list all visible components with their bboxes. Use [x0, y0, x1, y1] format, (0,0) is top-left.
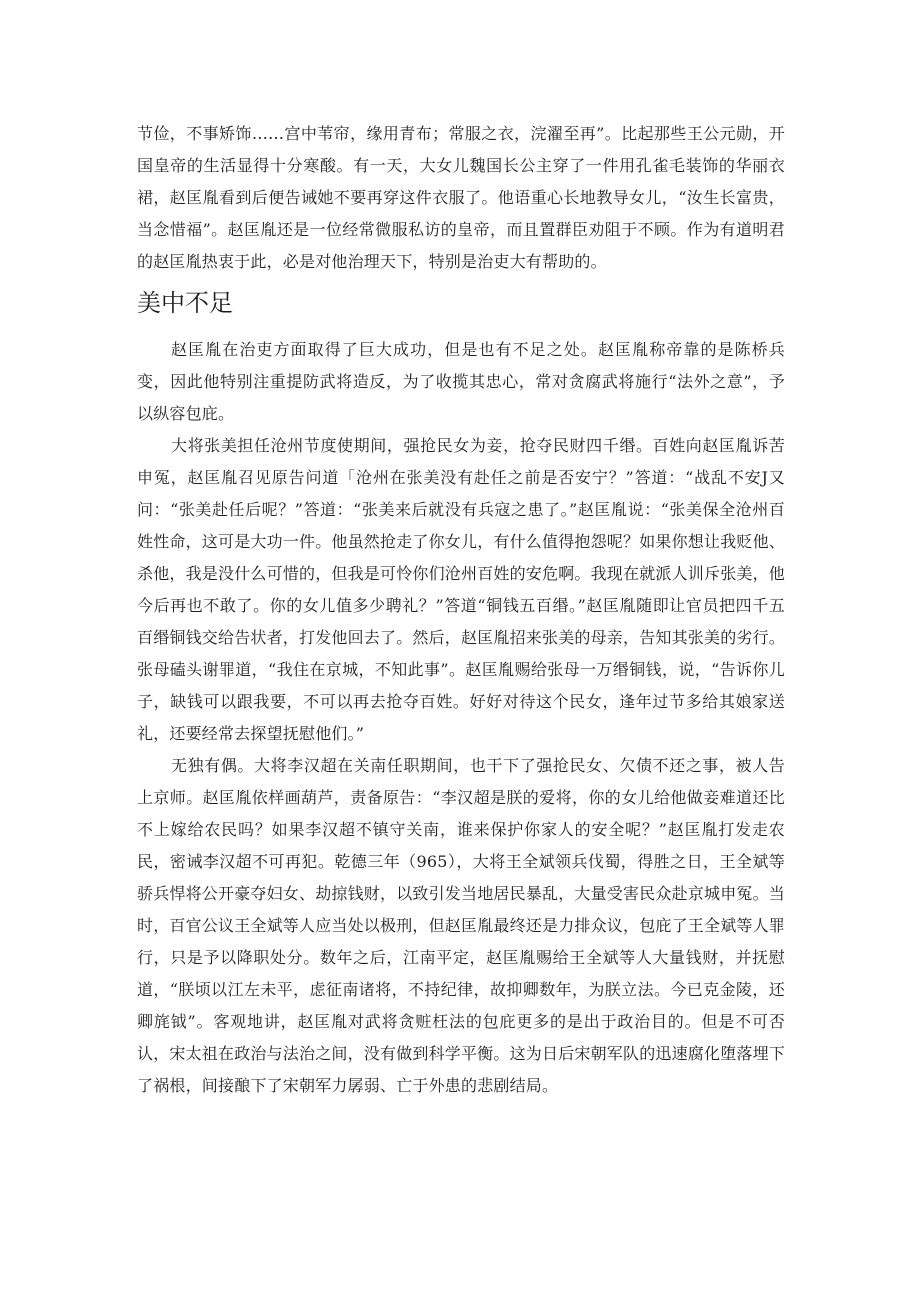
section-heading: 美中不足: [137, 289, 233, 317]
intro-paragraph: 节俭，不事矫饰……宫中苇帘，缘用青布；常服之衣，浣濯至再”。比起那些王公元勋，开国皇帝的生活显得十分寒酸。有一天，大女儿魏国长公主穿了一件用孔雀毛装饰的华丽衣裙，赵匡胤看到后便告诫她不要再穿这件衣服了。他语重心长地教导女儿，“汝生长富贵，当念惜福”。赵匡胤还是一位经常微服私访的皇帝，而且置群臣劝阻于不顾。作为有道明君的赵匡胤热衷于此，必是对他治理天下，特别是治吏大有帮助的。: [137, 124, 785, 271]
body-paragraph: 大将张美担任沧州节度使期间，强抢民女为妾，抢夺民财四千缗。百姓向赵匡胤诉苦申冤，赵匡胤召见原告问道「沧州在张美没有赴任之前是否安宁？”答道：“战乱不安J又问：“张美赴任后呢？”答道：“张美来后就没有兵寇之患了。”赵匡胤说：“张美保全沧州百姓性命，这可是大功一件。他虽然抢走了你女儿，有什么值得抱怨呢？如果你想让我贬他、杀他，我是没什么可惜的，但我是可怜你们沧州百姓的安危啊。我现在就派人训斥张美，他今后再也不敢了。你的女儿值多少聘礼？”答道“铜钱五百缗。”赵匡胤随即让官员把四千五百缗铜钱交给告状者，打发他回去了。然后，赵匡胤招来张美的母亲，告知其张美的劣行。张母磕头谢罪道，“我住在京城，不知此事”。赵匡胤赐给张母一万缗铜钱，说，“告诉你儿子，缺钱可以跟我要，不可以再去抢夺百姓。好好对待这个民女，逢年过节多给其娘家送礼，还要经常去探望抚慰他们。”: [137, 436, 786, 743]
body-paragraph: 无独有偶。大将李汉超在关南任职期间，也干下了强抢民女、欠债不还之事，被人告上京师。赵匡胤依样画葫芦，责备原告：“李汉超是朕的爱将，你的女儿给他做妾难道还比不上嫁给农民吗？如果李汉超不镇守关南，谁来保护你家人的安全呢？”赵匡胤打发走农民，密诫李汉超不可再犯。乾德三年（965），大将王全斌领兵伐蜀，得胜之日，王全斌等骄兵悍将公开豪夺妇女、劫掠钱财，以致引发当地居民暴乱，大量受害民众赴京城申冤。当时，百官公议王全斌等人应当处以极刑，但赵匡胤最终还是力排众议，包庇了王全斌等人罪行，只是予以降职处分。数年之后，江南平定，赵匡胤赐给王全斌等人大量钱财，并抚慰道，“朕顷以江左未平，虑征南诸将，不持纪律，故抑卿数年，为朕立法。今已克金陵，还卿旄钺”。客观地讲，赵匡胤对武将贪赃枉法的包庇更多的是出于政治目的。但是不可否认，宋太祖在政治与法治之间，没有做到科学平衡。这为日后宋朝军队的迅速腐化堕落埋下了祸根，间接酿下了宋朝军力孱弱、亡于外患的悲剧结局。: [137, 756, 786, 1095]
body-paragraph: 赵匡胤在治吏方面取得了巨大成功，但是也有不足之处。赵匡胤称帝靠的是陈桥兵变，因此他特别注重提防武将造反，为了收揽其忠心，常对贪腐武将施行“法外之意”，予以纵容包庇。: [137, 340, 785, 423]
document-page: [137, 118, 785, 1102]
